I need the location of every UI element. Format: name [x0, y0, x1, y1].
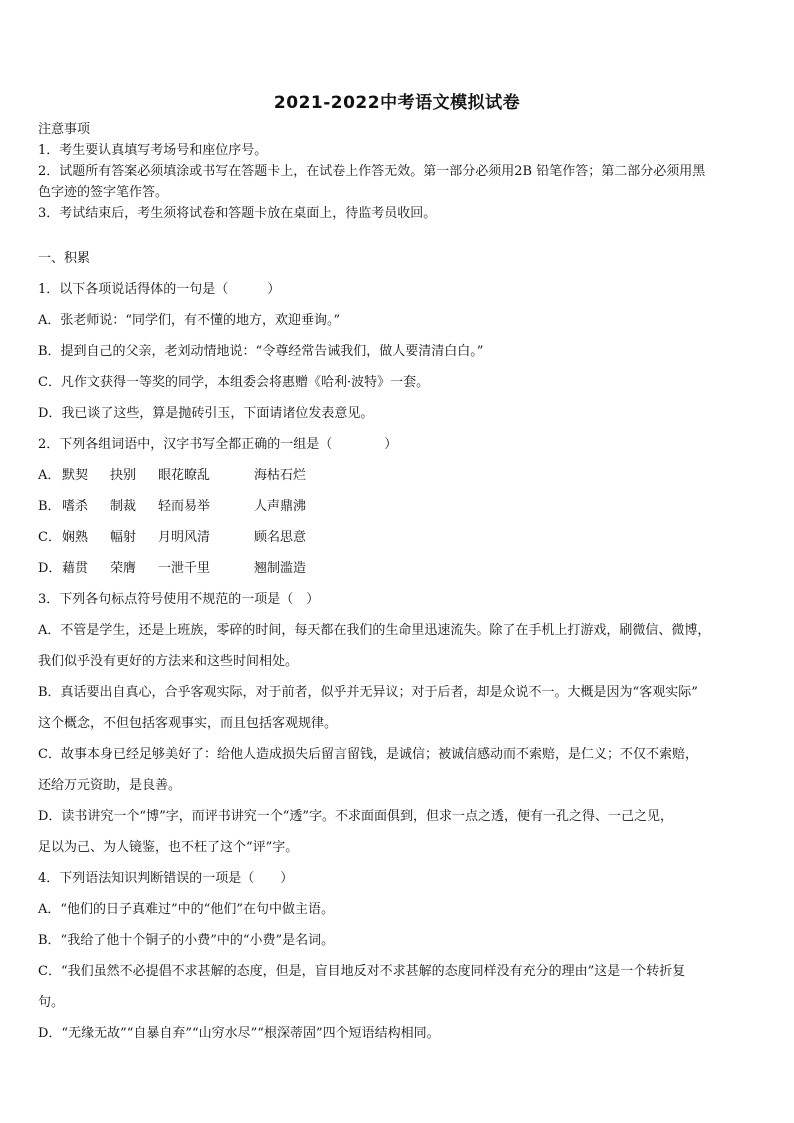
- section-heading: 一、积累: [38, 251, 91, 266]
- word: 月明风清: [158, 530, 211, 545]
- q2-option-d: [38, 553, 762, 584]
- notice-item: 色字迹的签字笔作答。: [38, 185, 169, 200]
- q4-option-b: B．“我给了他十个铜子的小费”中的“小费”是名词。: [38, 933, 335, 948]
- page-title: 2021-2022中考语文模拟试卷: [273, 93, 521, 113]
- q1-stem: 1．以下各项说话得体的一句是（ ）: [38, 282, 281, 297]
- q3-option-a: [38, 615, 762, 677]
- word: 藉贯: [62, 561, 89, 576]
- word: 人声鼎沸: [254, 499, 307, 514]
- q3-option-b: [38, 677, 762, 739]
- notice-item: 1．考生要认真填写考场号和座位序号。: [38, 143, 268, 158]
- q2-option-b: [38, 491, 762, 522]
- option-label: B．: [38, 499, 61, 514]
- option-line: C．“我们虽然不必提倡不求甚解的态度，但是，盲目地反对不求甚解的态度同样没有充分的理由”这是一个转折复: [38, 964, 686, 979]
- word: 默契: [62, 468, 89, 483]
- word: 轻而易举: [158, 499, 211, 514]
- notice-item: 2．试题所有答案必须填涂或书写在答题卡上，在试卷上作答无效。第一部分必须用2B 铅笔作答；第二部分必须用黑: [38, 164, 706, 179]
- notice-item: 3．考试结束后，考生须将试卷和答题卡放在桌面上，待监考员收回。: [38, 206, 437, 221]
- word: 翘制滥造: [254, 561, 307, 576]
- option-line: C．故事本身已经足够美好了：给他人造成损失后留言留钱，是诚信；被诚信感动而不索赔，是仁义；不仅不索赔，: [38, 747, 698, 762]
- q3-stem: 3．下列各句标点符号使用不规范的一项是（ ）: [38, 592, 320, 607]
- option-line: B．真话要出自真心，合乎客观实际，对于前者，似乎并无异议；对于后者，却是众说不一。大概是因为“客观实际”: [38, 685, 698, 700]
- option-line: A．不管是学生，还是上班族，零碎的时间，每天都在我们的生命里迅速流失。除了在手机上打游戏，刷微信、微博，: [38, 623, 711, 638]
- q4-option-a: A．“他们的日子真难过”中的“他们”在句中做主语。: [38, 902, 334, 917]
- q1-option-c: C．凡作文获得一等奖的同学，本组委会将惠赠《哈利·波特》一套。: [38, 375, 430, 390]
- q4-option-d: D．“无缘无故”“自暴自弃”“山穷水尽”“根深蒂固”四个短语结构相同。: [38, 1026, 440, 1041]
- word: 海枯石烂: [254, 468, 307, 483]
- word: 抉别: [110, 468, 137, 483]
- option-line: 我们似乎没有更好的方法来和这些时间相处。: [38, 654, 299, 669]
- q1-option-a: A．张老师说：“同学们，有不懂的地方，欢迎垂询。”: [38, 313, 341, 328]
- q2-stem: 2．下列各组词语中，汉字书写全都正确的一组是（ ）: [38, 437, 398, 452]
- option-label: C．: [38, 530, 61, 545]
- word: 嗜杀: [62, 499, 89, 514]
- option-line: 句。: [38, 995, 65, 1010]
- option-line: D．读书讲究一个“博”字，而评书讲究一个“透”字。不求面面俱到，但求一点之透，便有一孔之得、一己之见，: [38, 809, 674, 824]
- word: 眼花瞭乱: [158, 468, 211, 483]
- word: 一泄千里: [158, 561, 211, 576]
- option-line: 足以为己、为人镜鉴，也不枉了这个“评”字。: [38, 840, 299, 855]
- option-label: D．: [38, 561, 62, 576]
- q4-option-c: [38, 956, 762, 1018]
- word: 娴熟: [62, 530, 89, 545]
- option-label: A．: [38, 468, 61, 483]
- q1-option-d: D．我已谈了这些，算是抛砖引玉，下面请诸位发表意见。: [38, 406, 374, 421]
- q1-option-b: B．提到自己的父亲，老刘动情地说：“令尊经常告诫我们，做人要清清白白。”: [38, 344, 484, 359]
- word: 制裁: [110, 499, 137, 514]
- notice-block: [38, 119, 758, 224]
- option-line: 还给万元资助，是良善。: [38, 778, 182, 793]
- word: 幅射: [110, 530, 137, 545]
- exam-body: [38, 243, 762, 1049]
- q3-option-d: [38, 801, 762, 863]
- option-line: 这个概念，不但包括客观事实，而且包括客观规律。: [38, 716, 338, 731]
- q4-stem: 4．下列语法知识判断错误的一项是（ ）: [38, 871, 294, 886]
- notice-heading: 注意事项: [38, 122, 91, 137]
- q2-option-c: [38, 522, 762, 553]
- word: 荣膺: [110, 561, 137, 576]
- q2-option-a: [38, 460, 762, 491]
- word: 顾名思意: [254, 530, 307, 545]
- q3-option-c: [38, 739, 762, 801]
